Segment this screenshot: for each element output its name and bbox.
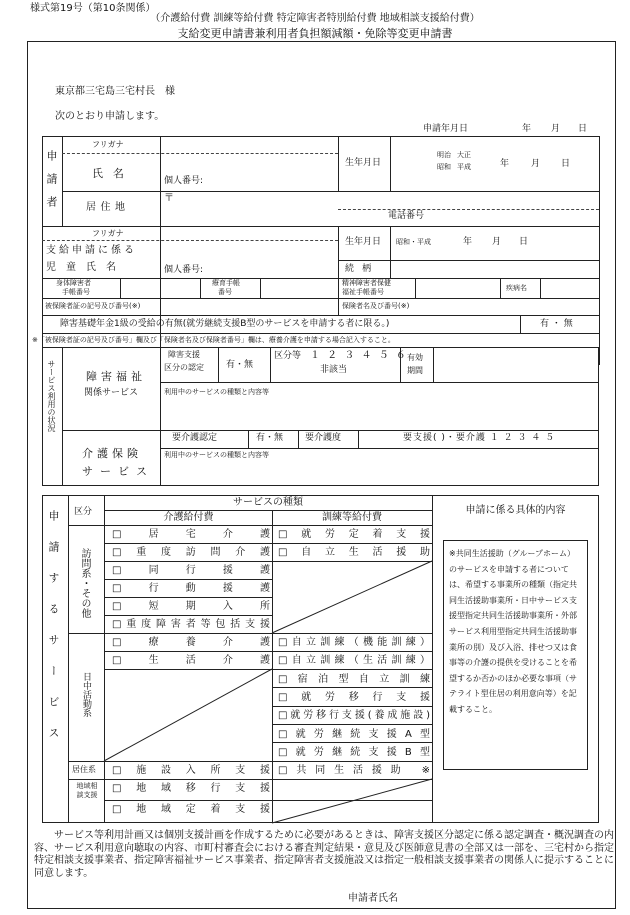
usage-side-label: サービス利用の状況 xyxy=(47,360,56,432)
birth-day-unit: 日 xyxy=(561,159,571,169)
training-service-checkbox[interactable]: □就労移行支援 xyxy=(278,691,430,703)
postal-mark: 〒 xyxy=(164,193,174,204)
mental-handbook-label-2: 福祉手帳番号 xyxy=(342,288,384,296)
care-service-checkbox[interactable]: □生活介護 xyxy=(112,655,270,666)
pension-options[interactable]: 有 ・ 無 xyxy=(540,319,573,329)
support-cert-label-2: 区分の認定 xyxy=(164,363,204,372)
child-my-number-label: 個人番号: xyxy=(164,265,204,275)
care-services-label: 利用中のサービスの種類と内容等 xyxy=(164,451,269,459)
date-day-unit: 日 xyxy=(578,124,588,134)
era-heisei: 平成 xyxy=(457,163,471,171)
visit-group-label: 訪問系・その他 xyxy=(79,548,90,618)
training-service-checkbox[interactable]: □自立訓練（機能訓練） xyxy=(278,637,430,648)
signature-field[interactable] xyxy=(400,890,600,906)
child-birth-label: 生年月日 xyxy=(345,237,382,247)
birth-month-unit: 月 xyxy=(531,159,541,169)
applicant-birth-label: 生年月日 xyxy=(345,158,382,168)
care-label-2: サービス xyxy=(82,465,154,478)
applicant-name-label: 氏名 xyxy=(92,167,134,180)
care-service-checkbox[interactable]: □重度訪問介護 xyxy=(112,547,270,558)
mental-handbook-label-1: 精神障害者保健 xyxy=(342,279,391,287)
phone-label: 電話番号 xyxy=(388,211,425,221)
training-service-checkbox[interactable]: □就労継続支援A型 xyxy=(278,728,430,740)
regional-group-label: 地域相談支援 xyxy=(76,782,98,800)
care-benefit-header: 介護給付費 xyxy=(163,512,214,523)
era-taisho: 大正 xyxy=(457,151,471,159)
date-year-unit: 年 xyxy=(522,124,532,134)
applicant-my-number-label: 個人番号: xyxy=(164,176,204,186)
care-levels[interactable]: 要支援( )・要介護 １ ２ ３ ４ ５ xyxy=(403,433,556,443)
care-service-checkbox[interactable]: □行動援護 xyxy=(112,583,270,594)
day-group-label: 日中活動系 xyxy=(81,672,91,717)
application-date-label: 申請年月日 xyxy=(423,124,469,134)
child-birth-day-unit: 日 xyxy=(519,237,529,247)
era-meiji: 明治 xyxy=(437,151,451,159)
kubun-header: 区分 xyxy=(74,507,93,517)
specific-content-header: 申請に係る具体的内容 xyxy=(465,505,566,516)
intro-text: 次のとおり申請します。 xyxy=(55,111,165,122)
care-service-checkbox[interactable]: □短期入所 xyxy=(112,601,270,612)
welfare-services-label: 利用中のサービスの種類と内容等 xyxy=(164,388,269,396)
support-cert-yes-no[interactable]: 有・無 xyxy=(226,360,254,370)
welfare-label-1: 障害福祉 xyxy=(86,370,146,383)
not-applicable-label[interactable]: 非該当 xyxy=(320,365,348,375)
consent-text: サービス等利用計画又は個別支援計画を作成するために必要があるときは、障害支援区分認定に係る認定調査・概況調査の内容、サービス利用意向聴取の内容、市町村審査会における審査判定結果・意見及び医師意見書の全部又は一部を、三宅村から指定特定相談支援事業者、指定障害福祉サービス事業者、指定障害者支援施設又は指定一般相談支援事業者の関係人に提示することに同意します。 xyxy=(34,830,614,879)
relation-label: 続柄 xyxy=(345,264,380,274)
insured-note: ※「被保険者証の記号及び番号」欄及び「保険者名及び保険者番号」欄は、療養介護を申請する場合記入すること。 xyxy=(32,336,395,344)
addressee: 東京都三宅島三宅村長 様 xyxy=(55,86,175,97)
training-service-checkbox[interactable]: □就労移行支援(養成施設) xyxy=(278,710,430,722)
training-service-checkbox[interactable]: □就労継続支援B型 xyxy=(278,746,430,758)
applicant-section-label: 申請者 xyxy=(45,150,58,219)
care-service-checkbox[interactable]: □地域移行支援 xyxy=(112,783,270,794)
support-cert-label-1: 障害支援 xyxy=(168,350,200,359)
child-label-line1: 支給申請に係る xyxy=(46,245,137,256)
care-service-checkbox[interactable]: □施設入所支援 xyxy=(112,765,270,776)
child-birth-month-unit: 月 xyxy=(492,237,502,247)
insurer-label: 保険者名及び番号(※) xyxy=(342,302,410,310)
valid-label-1: 有効 xyxy=(407,353,423,362)
child-label-line2: 児童氏名 xyxy=(46,262,126,273)
care-cert-label: 要介護認定 xyxy=(172,433,218,443)
training-service-checkbox[interactable]: □自立訓練（生活訓練） xyxy=(278,655,430,667)
insured-no-label: 被保険者証の記号及び番号(※) xyxy=(45,302,141,310)
training-service-checkbox[interactable]: □就労定着支援 xyxy=(278,529,430,540)
form-title-line1: （介護給付費 訓練等給付費 特定障害者特別給付費 地域相談支援給付費） xyxy=(150,13,480,24)
training-service-checkbox[interactable]: □宿泊型自立訓練 xyxy=(278,673,430,685)
care-service-checkbox[interactable]: □居宅介護 xyxy=(112,529,270,540)
pension-question: 障害基礎年金1級の受給の有無(就労継続支援B型のサービスを申請する者に限る。) xyxy=(60,319,390,329)
training-service-checkbox[interactable]: □自立生活援助 xyxy=(278,547,430,558)
class-values[interactable]: １ ２ ３ ４ ５ ６ xyxy=(310,350,408,361)
training-service-checkbox[interactable]: □共同生活援助 ※ xyxy=(278,765,430,776)
residence-group-label: 居住系 xyxy=(72,765,96,774)
training-benefit-header: 訓練等給付費 xyxy=(322,512,382,523)
care-degree-label: 要介護度 xyxy=(305,433,342,443)
form-title-line2: 支給変更申請書兼利用者負担額減額・免除等変更申請書 xyxy=(177,27,453,40)
signature-label: 申請者氏名 xyxy=(348,893,398,904)
group-home-note: ※共同生活援助（グループホーム）のサービスを申請する者については、希望する事業所の種類（指定共同生活援助事業所・日中サービス支援型指定共同生活援助事業所・外部サービス利用型指定共同生活援助事業所の別）及び入浴、排せつ又は食事等の介護の提供を受けることを希望するか否かのほか必要な事項（サテライト型住居の利用意向等）を記載すること。 xyxy=(449,549,577,714)
rehab-handbook-label-1: 療育手帳 xyxy=(212,279,240,287)
care-service-checkbox[interactable]: □重度障害者等包括支援 xyxy=(112,619,270,630)
disease-label: 疾病名 xyxy=(506,284,527,292)
child-furigana-label: フリガナ xyxy=(92,229,124,238)
valid-label-2: 期間 xyxy=(407,366,423,375)
applicant-furigana-label: フリガナ xyxy=(92,140,124,149)
birth-year-unit: 年 xyxy=(500,159,510,169)
physical-handbook-label-1: 身体障害者 xyxy=(56,279,91,287)
date-month-unit: 月 xyxy=(551,124,561,134)
care-cert-yes-no[interactable]: 有・無 xyxy=(256,433,284,443)
welfare-label-2: 関係サービス xyxy=(84,388,139,398)
child-birth-year-unit: 年 xyxy=(463,237,473,247)
physical-handbook-label-2: 手帳番号 xyxy=(62,288,90,296)
service-types-header: サービスの種類 xyxy=(233,497,303,508)
rehab-handbook-label-2: 番号 xyxy=(218,288,232,296)
care-service-checkbox[interactable]: □療養介護 xyxy=(112,637,270,648)
child-era-options: 昭和・平成 xyxy=(396,238,431,246)
care-label-1: 介護保険 xyxy=(82,447,142,460)
form-number: 様式第19号（第10条関係） xyxy=(30,3,156,14)
class-label: 区分等 xyxy=(274,351,302,361)
request-side-label: 申請するサービス xyxy=(47,510,60,758)
care-service-checkbox[interactable]: □地域定着支援 xyxy=(112,804,270,815)
care-service-checkbox[interactable]: □同行援護 xyxy=(112,565,270,576)
era-showa: 昭和 xyxy=(437,163,451,171)
applicant-address-label: 居住地 xyxy=(86,202,130,213)
